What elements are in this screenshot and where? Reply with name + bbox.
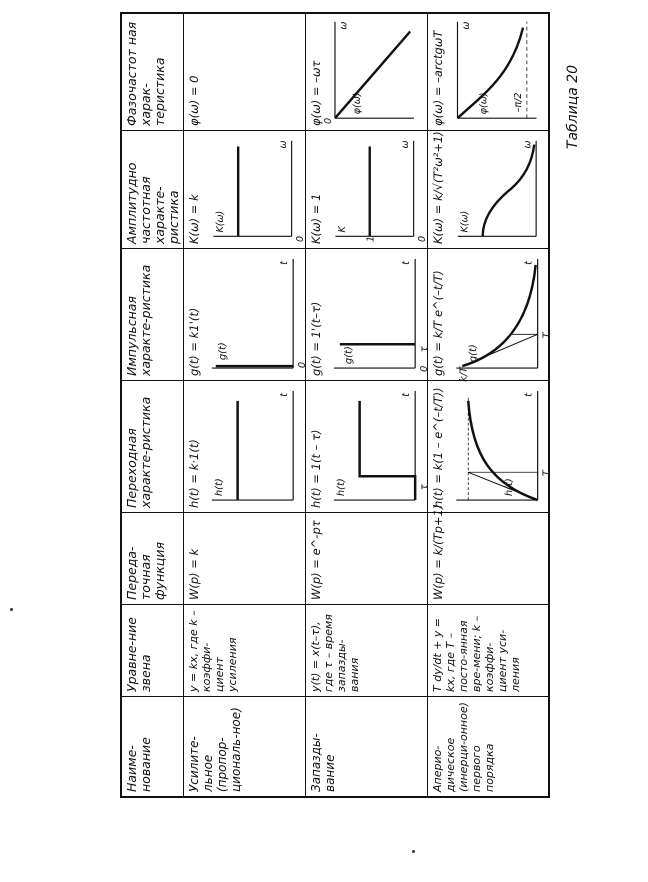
row3-impulse-svg bbox=[448, 255, 553, 382]
zero-label: 0 bbox=[419, 365, 431, 373]
characteristics-table bbox=[120, 12, 553, 798]
zero-label: 0 bbox=[417, 235, 429, 242]
row2-impulse-formula: g(t) = 1'(t–τ) bbox=[309, 301, 323, 376]
row1-step-svg bbox=[204, 387, 301, 506]
zero-label: 0 bbox=[295, 235, 307, 242]
g-axis-label: g(t) bbox=[343, 346, 355, 365]
phi-axis-label: φ(ω) bbox=[478, 92, 490, 115]
header-phase: Фазочастот ная харак-теристика bbox=[122, 12, 184, 130]
page bbox=[2, 2, 602, 880]
row2-amp-plot bbox=[326, 137, 429, 242]
row3-phase-cell bbox=[428, 12, 550, 130]
row2-amp-formula: K(ω) = 1 bbox=[309, 193, 323, 244]
row1-step-formula: h(t) = k·1(t) bbox=[187, 439, 201, 508]
row1-impulse-cell bbox=[184, 248, 309, 380]
row1-impulse-formula: g(t) = k1'(t) bbox=[187, 307, 201, 376]
row2-transfer: W(p) = e^-pτ bbox=[306, 512, 428, 604]
row3-amp-cell bbox=[428, 130, 550, 248]
t-label: t bbox=[279, 261, 291, 265]
row1-phase: φ(ω) = 0 bbox=[184, 12, 306, 130]
row1-amp-cell bbox=[184, 130, 306, 248]
w-label: ω bbox=[522, 140, 534, 149]
header-impulse: Импульсная характе-ристика bbox=[122, 248, 184, 380]
header-transfer: Переда-точная функция bbox=[122, 512, 184, 604]
row3-step-formula: h(t) = k(1 – e^(–t/T)) bbox=[431, 387, 445, 508]
row1-amp-plot bbox=[204, 137, 307, 242]
T-label: T bbox=[541, 332, 553, 339]
row2-phase-plot bbox=[323, 18, 423, 124]
row3-impulse-plot bbox=[448, 255, 553, 382]
h-axis-label: h(t) bbox=[213, 478, 225, 497]
scan-speck bbox=[10, 608, 13, 611]
row1-impulse-svg bbox=[204, 255, 309, 374]
row3-impulse-formula: g(t) = k/T e^(–t/T) bbox=[431, 270, 445, 376]
k-axis-label: K(ω) bbox=[459, 210, 471, 233]
h-axis-label: h(t) bbox=[335, 478, 347, 497]
row2-step-svg bbox=[326, 387, 431, 506]
row3-phase-plot bbox=[448, 18, 546, 124]
row2-name: Запазды-вание bbox=[306, 696, 428, 796]
row2-step-formula: h(t) = 1(t – τ) bbox=[309, 429, 323, 508]
t-label: t bbox=[401, 393, 413, 397]
scan-speck bbox=[412, 850, 415, 853]
tau-label: τ bbox=[419, 484, 431, 491]
row3-amp-plot bbox=[448, 137, 546, 242]
row3-step-plot bbox=[448, 387, 553, 506]
one-label: 1 bbox=[365, 235, 377, 242]
amp-curve bbox=[483, 145, 535, 237]
row1-amp-svg bbox=[204, 137, 307, 242]
row2-phase-cell bbox=[306, 12, 428, 130]
row3-equation: T dy/dt + y = kx, где T – посто-янная вре-мени; k – коэффи-циент уси-ления bbox=[428, 604, 550, 696]
row3-step-cell bbox=[428, 380, 553, 512]
row1-step-cell bbox=[184, 380, 306, 512]
row2-impulse-svg bbox=[326, 255, 431, 374]
tau-label: τ bbox=[419, 346, 431, 353]
k-over-t-label: k/T bbox=[458, 366, 470, 382]
zero-label: 0 bbox=[297, 361, 309, 369]
row3-amp-formula: K(ω) = k/√(T²ω²+1) bbox=[431, 131, 445, 244]
row2-equation: y(t) = x(t–τ), где τ – время запазды-вания bbox=[306, 604, 428, 696]
k-axis-label: K bbox=[336, 226, 348, 233]
row2-impulse-cell bbox=[306, 248, 431, 380]
row3-transfer: W(p) = k/(Tp+1) bbox=[428, 512, 550, 604]
row2-phase-formula: φ(ω) = –ωτ bbox=[309, 60, 323, 126]
w-label: ω bbox=[277, 140, 289, 149]
w-label: ω bbox=[399, 140, 411, 149]
header-step: Переходная характе-ристика bbox=[122, 380, 184, 512]
header-amplitude: Амплитудно частотная характе-ристика bbox=[122, 130, 184, 248]
T-label: T bbox=[541, 470, 553, 477]
zero-label: 0 bbox=[323, 117, 335, 124]
phase-line bbox=[335, 31, 410, 118]
h-axis-label: h(t) bbox=[503, 478, 515, 497]
row2-step-cell bbox=[306, 380, 431, 512]
row1-impulse-plot bbox=[204, 255, 309, 374]
table-title: Таблица 20 bbox=[565, 64, 581, 150]
k-axis-label: K(ω) bbox=[214, 210, 226, 233]
header-equation: Уравне-ние звена bbox=[122, 604, 184, 696]
row2-amp-svg bbox=[326, 137, 429, 242]
row2-amp-cell bbox=[306, 130, 428, 248]
row2-phase-svg bbox=[323, 18, 423, 124]
row3-phase-formula: φ(ω) = –arctgωT bbox=[431, 30, 445, 126]
pi-half-label: –π/2 bbox=[513, 92, 525, 113]
t-label: t bbox=[523, 393, 535, 397]
row1-step-plot bbox=[204, 387, 301, 506]
step-curve bbox=[360, 401, 416, 500]
t-label: t bbox=[279, 393, 291, 397]
phi-axis-label: φ(ω) bbox=[352, 92, 364, 115]
row1-name: Усилите-льное (пропор-циональ-ное) bbox=[184, 696, 306, 796]
row3-impulse-cell bbox=[428, 248, 553, 382]
row1-equation: y = kx, где k – коэффи-циент усиления bbox=[184, 604, 306, 696]
w-label: ω bbox=[338, 21, 350, 30]
t-label: t bbox=[523, 261, 535, 265]
row3-step-svg bbox=[448, 387, 553, 506]
header-name: Наиме-нование bbox=[122, 696, 184, 796]
row1-transfer: W(p) = k bbox=[184, 512, 306, 604]
row3-name: Аперио-дическое (инерци-онное) первого порядка bbox=[428, 696, 550, 796]
w-label: ω bbox=[461, 21, 473, 30]
t-label: t bbox=[401, 261, 413, 265]
g-axis-label: g(t) bbox=[468, 344, 480, 363]
g-axis-label: g(t) bbox=[217, 342, 229, 361]
row2-impulse-plot bbox=[326, 255, 431, 374]
row1-amp-formula: K(ω) = k bbox=[187, 194, 201, 244]
row3-phase-svg bbox=[448, 18, 546, 124]
row3-amp-svg bbox=[448, 137, 546, 242]
row2-step-plot bbox=[326, 387, 431, 506]
